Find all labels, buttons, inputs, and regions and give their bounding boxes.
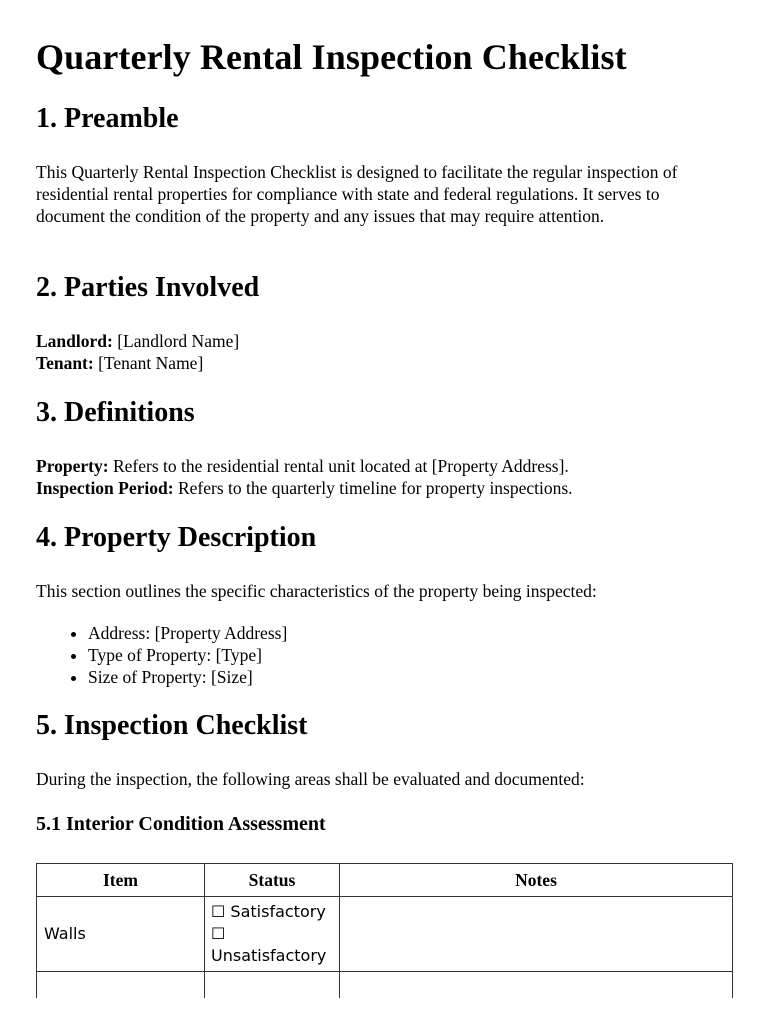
parties-block (36, 330, 726, 374)
definition-period (36, 477, 726, 499)
subsection-heading-interior: 5.1 Interior Condition Assessment (36, 813, 326, 835)
section-heading-property-description: 4. Property Description (36, 522, 317, 553)
section-heading-parties: 2. Parties Involved (36, 272, 260, 303)
definition-period-label: Inspection Period: (36, 478, 174, 498)
table-header-row (37, 864, 733, 897)
document-title: Quarterly Rental Inspection Checklist (36, 37, 627, 77)
list-item: • Type of Property: [Type] (88, 644, 287, 666)
definition-property (36, 455, 726, 477)
notes-cell[interactable] (340, 972, 733, 999)
property-description-intro: This section outlines the specific characteristics of the property being inspected: (36, 581, 597, 601)
landlord-value: [Landlord Name] (112, 331, 240, 351)
status-option-unsatisfactory-label: Unsatisfactory (211, 946, 327, 965)
inspection-checklist-intro: During the inspection, the following areas shall be evaluated and documented: (36, 769, 585, 789)
tenant-value: [Tenant Name] (93, 353, 204, 373)
table-row (37, 972, 733, 999)
preamble-text: This Quarterly Rental Inspection Checklist is designed to facilitate the regular inspection of residential rental properties for compliance with state and federal regulations. It serves to document the condition of the property and any issues that may require attention. (36, 162, 678, 226)
tenant-label: Tenant: (36, 353, 94, 373)
column-header-status: Status (205, 864, 340, 897)
item-cell (37, 972, 205, 999)
notes-cell[interactable] (340, 897, 733, 972)
landlord-line (36, 330, 726, 352)
interior-condition-table (36, 863, 733, 998)
definition-property-label: Property: (36, 456, 109, 476)
item-cell: Walls (37, 897, 205, 972)
property-details-list (36, 622, 287, 688)
status-option-satisfactory[interactable]: ☐ Satisfactory (211, 902, 326, 921)
definition-period-value: Refers to the quarterly timeline for property inspections. (173, 478, 573, 498)
landlord-label: Landlord: (36, 331, 113, 351)
table-row (37, 897, 733, 972)
definitions-block (36, 455, 726, 499)
column-header-item: Item (37, 864, 205, 897)
tenant-line (36, 352, 726, 374)
list-item: • Size of Property: [Size] (88, 666, 287, 688)
section-heading-definitions: 3. Definitions (36, 397, 195, 428)
status-cell (205, 972, 340, 999)
section-heading-inspection-checklist: 5. Inspection Checklist (36, 710, 308, 741)
status-checkbox-unsatisfactory[interactable]: ☐ (211, 924, 226, 943)
definition-property-value: Refers to the residential rental unit located at [Property Address]. (108, 456, 569, 476)
status-cell (205, 897, 340, 972)
section-heading-preamble: 1. Preamble (36, 103, 179, 134)
column-header-notes: Notes (340, 864, 733, 897)
list-item: • Address: [Property Address] (88, 622, 287, 644)
